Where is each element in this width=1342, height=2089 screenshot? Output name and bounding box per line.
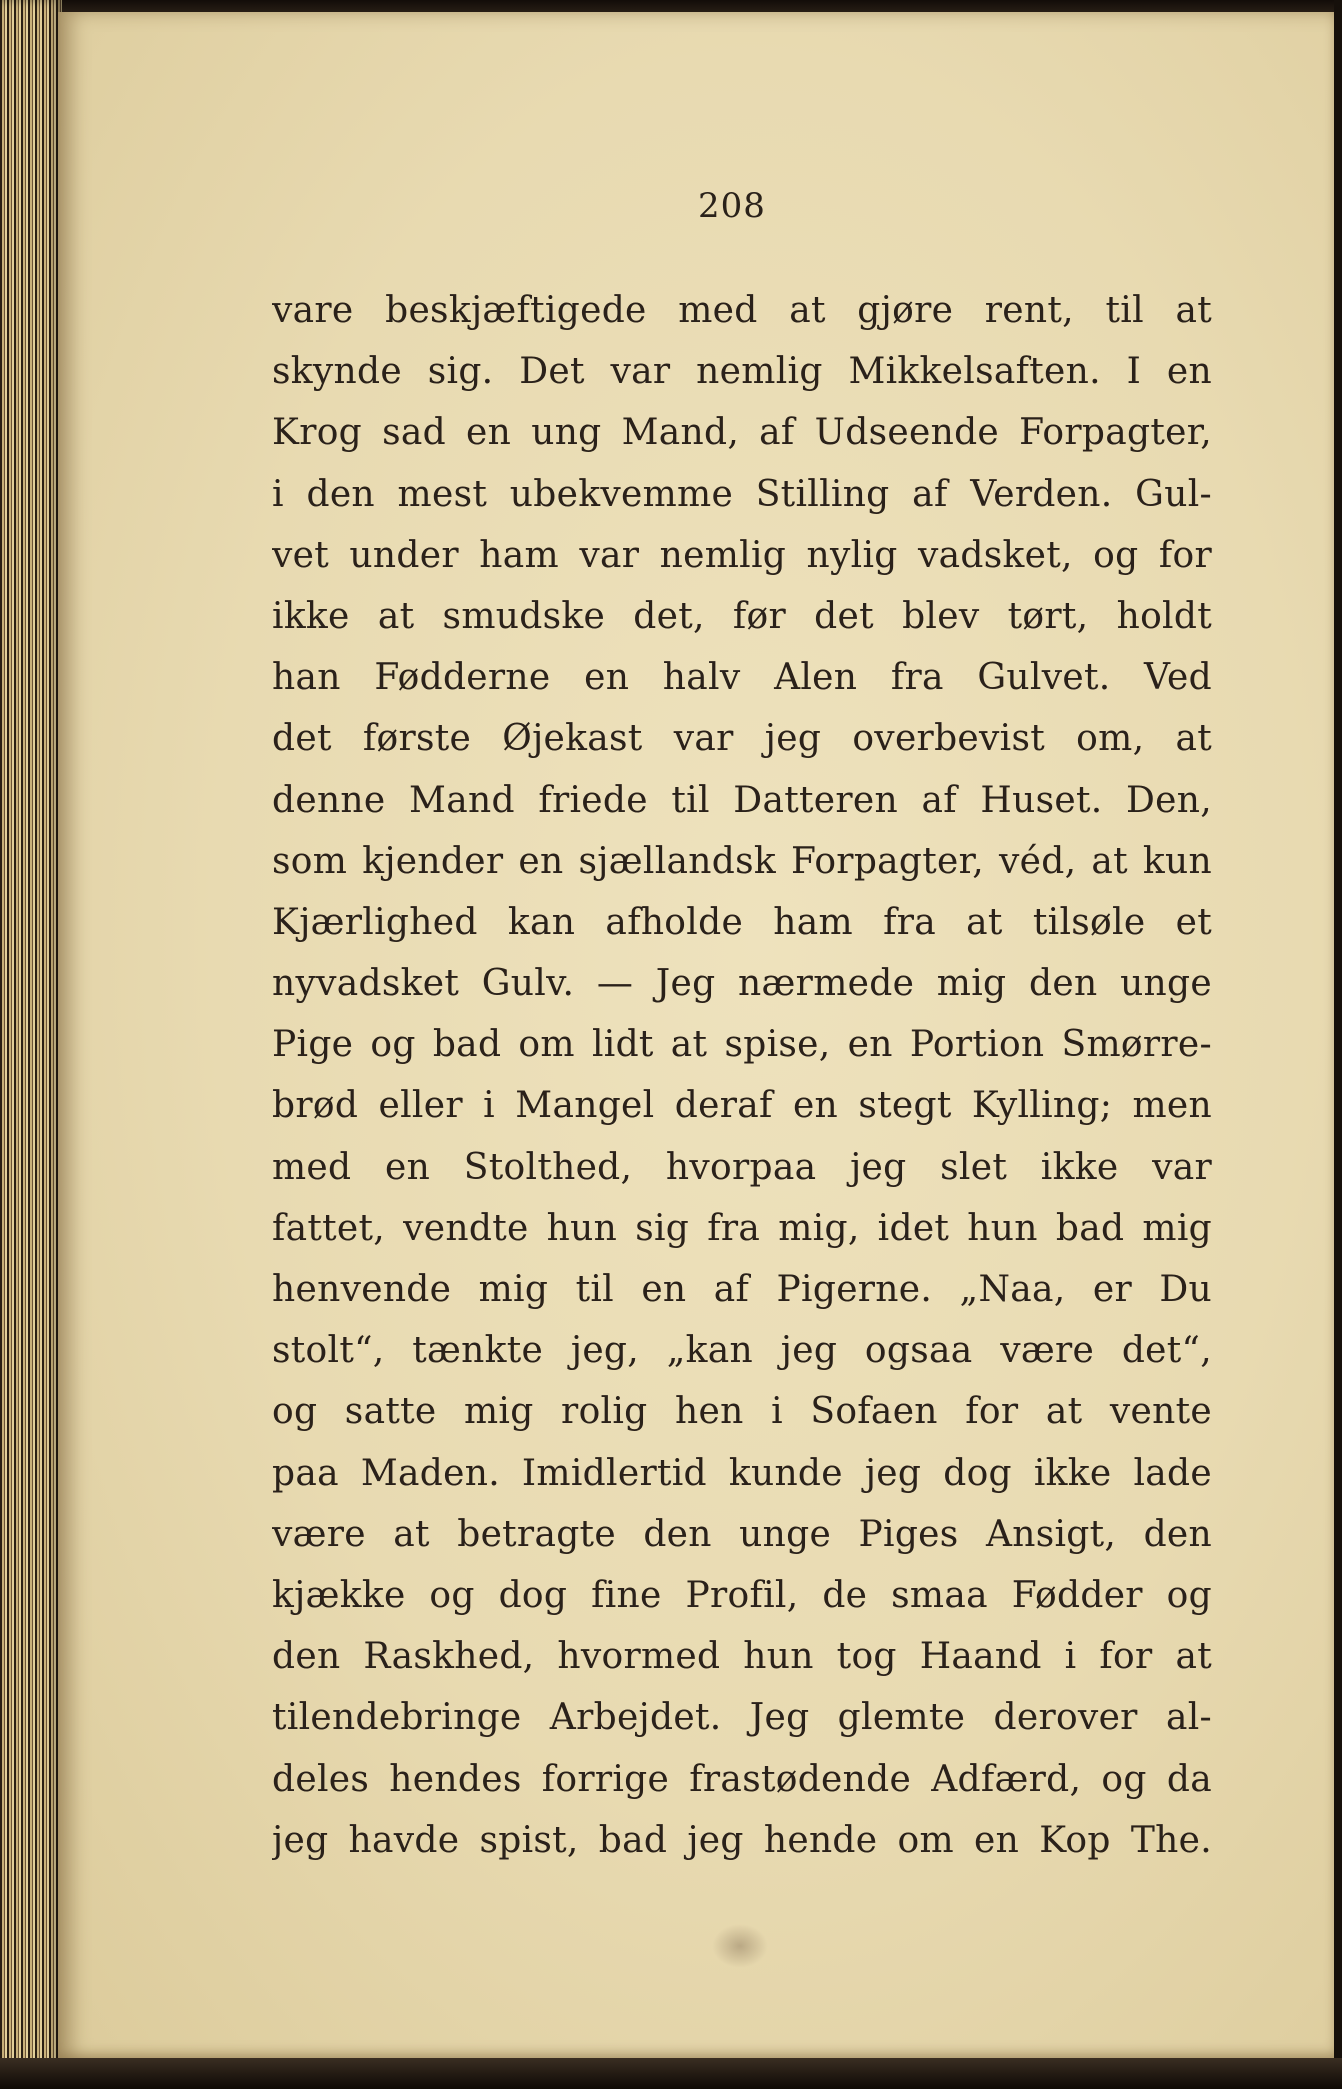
text-line: skynde sig. Det var nemlig Mikkelsaften. I en [272, 351, 1212, 393]
text-line: Krog sad en ung Mand, af Udseende Forpagter, [272, 412, 1212, 454]
text-line: Kjærlighed kan afholde ham fra at tilsøle et [272, 901, 1212, 943]
text-line: ikke at smudske det, før det blev tørt, holdt [272, 595, 1212, 637]
text-line: det første Øjekast var jeg overbevist om, at [272, 718, 1212, 760]
text-line: henvende mig til en af Pigerne. „Naa, er Du [272, 1269, 1212, 1310]
text-line: vare beskjæftigede med at gjøre rent, til at [272, 290, 1212, 331]
text-line: brød eller i Mangel deraf en stegt Kylling; men [272, 1085, 1212, 1127]
text-line: fattet, vendte hun sig fra mig, idet hun bad mig [272, 1207, 1212, 1249]
text-line: deles hendes forrige frastødende Adfærd, og da [272, 1758, 1212, 1800]
text-line: paa Maden. Imidlertid kunde jeg dog ikke lade [272, 1452, 1212, 1494]
page-number: 208 [698, 186, 766, 226]
text-line: den Raskhed, hvormed hun tog Haand i for at [272, 1636, 1212, 1678]
text-line: nyvadsket Gulv. — Jeg nærmede mig den unge [272, 963, 1212, 1005]
scan-border-bottom [0, 2058, 1342, 2089]
text-line: og satte mig rolig hen i Sofaen for at vente [272, 1391, 1212, 1433]
page-edges [0, 0, 62, 2089]
text-line: vet under ham var nemlig nylig vadsket, og for [272, 534, 1212, 576]
text-line: Pige og bad om lidt at spise, en Portion Smørre- [272, 1024, 1212, 1066]
scan-border-right [1334, 0, 1342, 2089]
text-line: stolt“, tænkte jeg, „kan jeg ogsaa være det“, [272, 1330, 1212, 1372]
text-line: kjække og dog fine Profil, de smaa Fødder og [272, 1574, 1212, 1616]
body-text [272, 280, 1212, 1871]
text-line: som kjender en sjællandsk Forpagter, véd, at kun [272, 840, 1212, 882]
text-line: han Fødderne en halv Alen fra Gulvet. Ved [272, 657, 1212, 699]
text-line: med en Stolthed, hvorpaa jeg slet ikke var [272, 1146, 1212, 1188]
text-line: denne Mand friede til Datteren af Huset. Den, [272, 779, 1212, 821]
text-line: tilendebringe Arbejdet. Jeg glemte derover al- [272, 1697, 1212, 1739]
text-line: jeg havde spist, bad jeg hende om en Kop The. [272, 1819, 1212, 1861]
ink-smudge [712, 1924, 768, 1968]
text-line: i den mest ubekvemme Stilling af Verden. Gul- [272, 473, 1212, 515]
text-line: være at betragte den unge Piges Ansigt, den [272, 1513, 1212, 1555]
